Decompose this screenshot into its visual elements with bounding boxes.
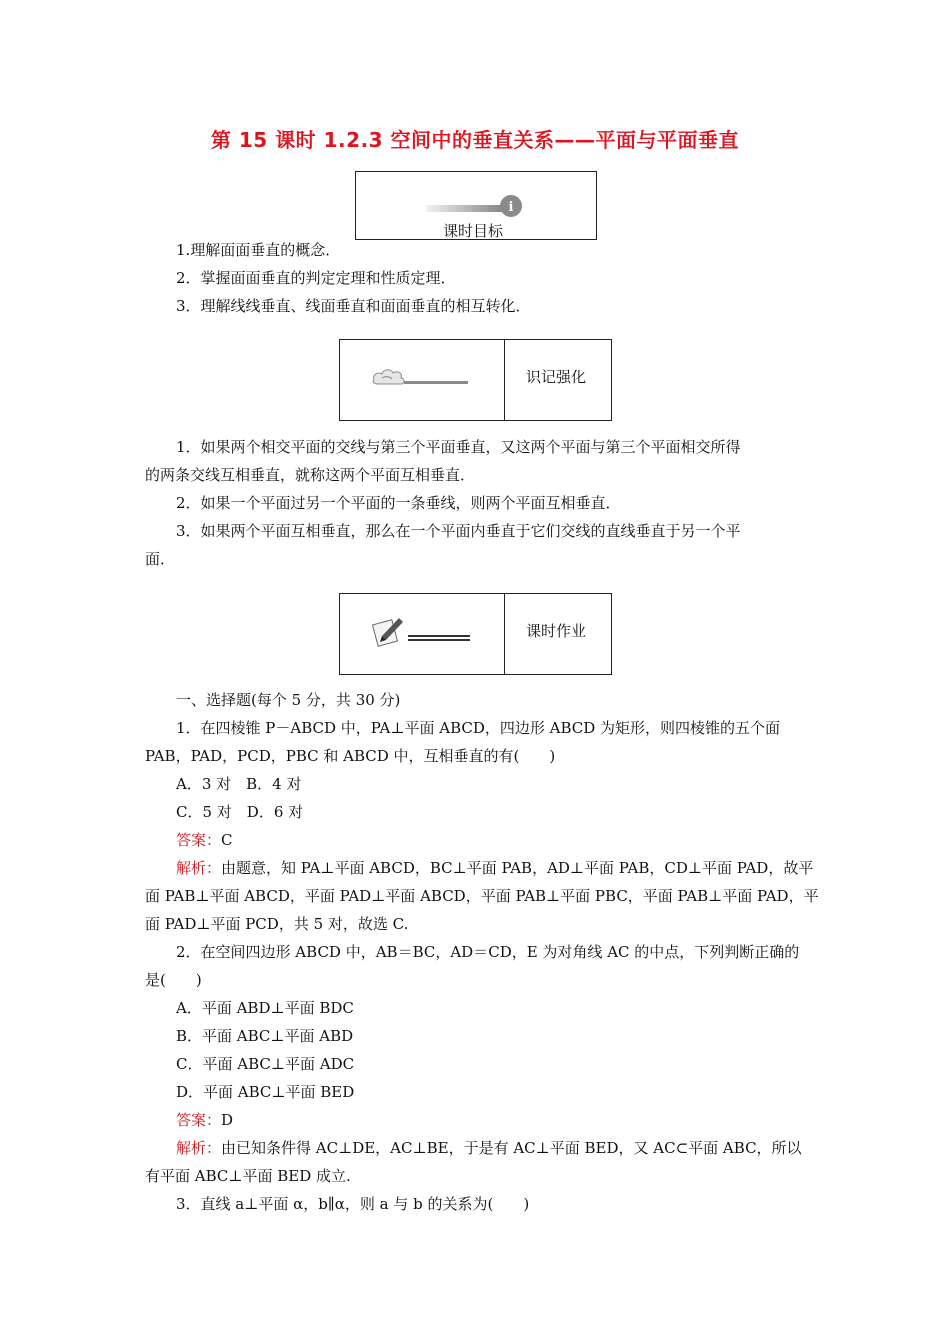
section-heading: 一、选择题(每个 5 分，共 30 分) — [176, 691, 401, 709]
memory-line: 2．如果一个平面过另一个平面的一条垂线，则两个平面互相垂直． — [176, 494, 621, 512]
goal-line: 1.理解面面垂直的概念． — [176, 241, 341, 259]
question-2-option: C．平面 ABC⊥平面 ADC — [176, 1055, 355, 1073]
memory-line: 面． — [145, 550, 176, 568]
answer-value: D — [221, 1111, 234, 1129]
question-1-options: C．5 对 D．6 对 — [176, 803, 304, 821]
goals-label: 课时目标 — [443, 222, 504, 240]
goals-header-box — [355, 171, 597, 240]
box-divider — [504, 594, 505, 674]
analysis-label: 解析： — [176, 859, 222, 877]
analysis-text: 由题意，知 PA⊥平面 ABCD，BC⊥平面 PAB，AD⊥平面 PAB，CD⊥平面 PAD，故平 — [221, 859, 814, 877]
answer-value: C — [221, 831, 233, 849]
question-1-analysis: 面 PAB⊥平面 ABCD，平面 PAD⊥平面 ABCD，平面 PAB⊥平面 PBC，平面 PAB⊥平面 PAD，平 — [145, 887, 819, 905]
question-2-stem: 2．在空间四边形 ABCD 中，AB＝BC，AD＝CD，E 为对角线 AC 的中点，下列判断正确的 — [176, 943, 800, 961]
question-2-option: B．平面 ABC⊥平面 ABD — [176, 1027, 354, 1045]
answer-label: 答案： — [176, 1111, 222, 1129]
question-1-stem: 1．在四棱锥 P－ABCD 中，PA⊥平面 ABCD，四边形 ABCD 为矩形，则四棱锥的五个面 — [176, 719, 781, 737]
question-1-answer — [176, 830, 233, 850]
analysis-text: 由已知条件得 AC⊥DE，AC⊥BE，于是有 AC⊥平面 BED，又 AC⊂平面 ABC，所以 — [221, 1139, 802, 1157]
question-1-analysis — [176, 858, 813, 878]
memory-line: 的两条交线互相垂直，就称这两个平面互相垂直． — [145, 466, 476, 484]
svg-text:i: i — [508, 200, 514, 215]
answer-label: 答案： — [176, 831, 222, 849]
homework-label: 课时作业 — [526, 622, 587, 640]
goal-line: 3．理解线线垂直、线面垂直和面面垂直的相互转化． — [176, 297, 531, 315]
goal-line: 2．掌握面面垂直的判定定理和性质定理． — [176, 269, 456, 287]
question-2-stem: 是( ) — [145, 971, 202, 989]
question-2-option: D．平面 ABC⊥平面 BED — [176, 1083, 355, 1101]
cloud-icon — [370, 366, 472, 390]
info-pointer-icon — [424, 192, 526, 218]
pen-paper-icon — [372, 614, 472, 648]
question-1-analysis: 面 PAD⊥平面 PCD，共 5 对，故选 C. — [145, 915, 409, 933]
memory-line: 1．如果两个相交平面的交线与第三个平面垂直，又这两个平面与第三个平面相交所得 — [176, 438, 741, 456]
question-2-answer — [176, 1110, 233, 1130]
analysis-label: 解析： — [176, 1139, 222, 1157]
memory-label: 识记强化 — [526, 368, 587, 386]
question-2-analysis — [176, 1138, 802, 1158]
question-1-options: A．3 对 B．4 对 — [176, 775, 302, 793]
question-1-stem: PAB，PAD，PCD，PBC 和 ABCD 中，互相垂直的有( ) — [145, 747, 556, 765]
question-2-analysis: 有平面 ABC⊥平面 BED 成立. — [145, 1167, 351, 1185]
page-title: 第 15 课时 1.2.3 空间中的垂直关系——平面与平面垂直 — [210, 128, 740, 152]
question-3-stem: 3．直线 a⊥平面 α，b∥α，则 a 与 b 的关系为( ) — [176, 1195, 530, 1213]
question-2-option: A．平面 ABD⊥平面 BDC — [176, 999, 354, 1017]
box-divider — [504, 340, 505, 420]
memory-line: 3．如果两个平面互相垂直，那么在一个平面内垂直于它们交线的直线垂直于另一个平 — [176, 522, 741, 540]
memory-header-box — [339, 339, 612, 421]
homework-header-box — [339, 593, 612, 675]
